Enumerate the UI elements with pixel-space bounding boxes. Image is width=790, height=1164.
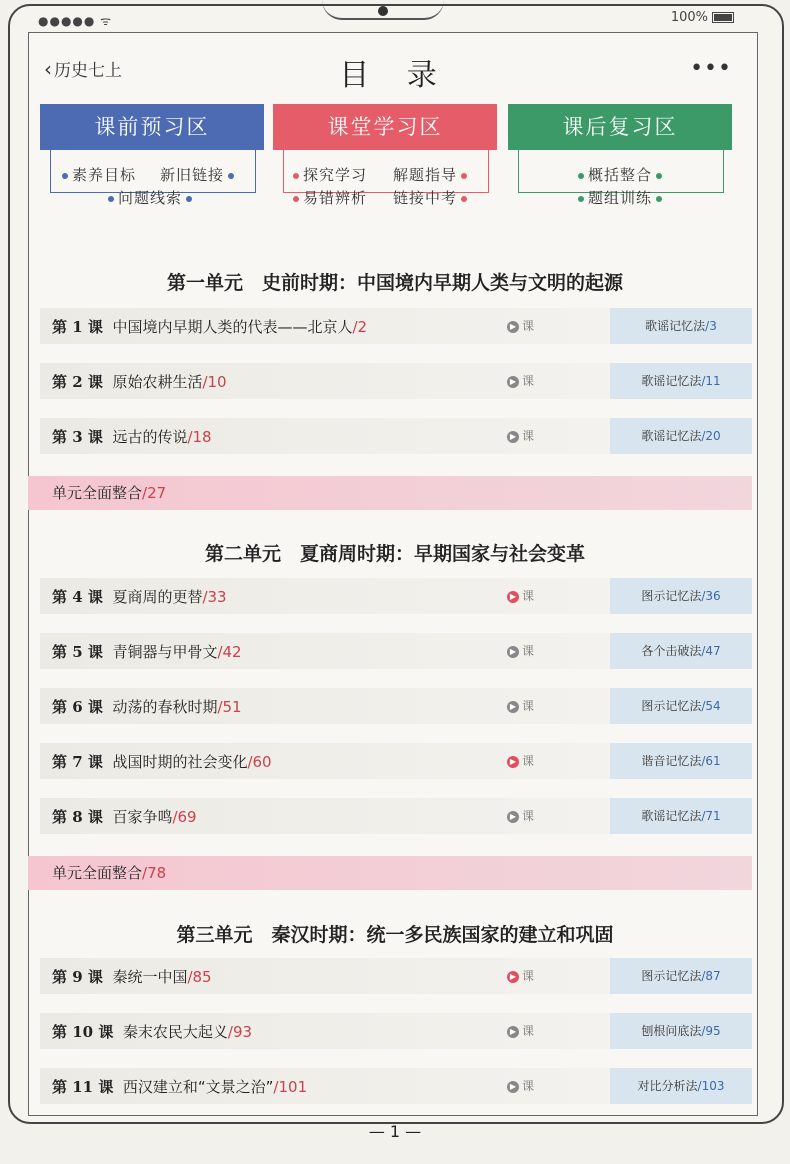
bullet-icon	[62, 173, 68, 179]
zone-classroom-item: 易错辨析	[289, 187, 367, 208]
video-lesson-button[interactable]: ▶ 课	[507, 1022, 534, 1039]
unit-title: 第一单元 史前时期：中国境内早期人类与文明的起源	[166, 272, 623, 294]
memory-method: 刨根问底法/95	[610, 1013, 752, 1049]
lesson-title: 第 9 课 秦统一中国/85	[52, 968, 212, 986]
video-lesson-button[interactable]: ▶ 课	[507, 752, 534, 769]
lesson-title: 第 7 课 战国时期的社会变化/60	[52, 753, 272, 771]
play-icon: ▶	[507, 591, 519, 603]
zone-review: 课后复习区	[508, 104, 732, 150]
zone-review-item: 概括整合	[574, 164, 666, 185]
lesson-row[interactable]	[40, 308, 752, 344]
lesson-row[interactable]	[40, 743, 752, 779]
lesson-row[interactable]	[40, 418, 752, 454]
unit-summary-link[interactable]: 单元全面整合/78	[28, 856, 752, 890]
signal-icon: ●●●●● ᯤ	[38, 14, 113, 28]
video-lesson-button[interactable]: ▶ 课	[507, 1077, 534, 1094]
memory-method: 歌谣记忆法/3	[610, 308, 752, 344]
video-lesson-button[interactable]: ▶ 课	[507, 807, 534, 824]
memory-method: 图示记忆法/87	[610, 958, 752, 994]
memory-method: 各个击破法/47	[610, 633, 752, 669]
play-icon: ▶	[507, 1081, 519, 1093]
lesson-row[interactable]	[40, 688, 752, 724]
play-icon: ▶	[507, 701, 519, 713]
bullet-icon	[656, 196, 662, 202]
lesson-title: 第 2 课 原始农耕生活/10	[52, 373, 227, 391]
video-lesson-button[interactable]: ▶ 课	[507, 642, 534, 659]
bullet-icon	[186, 196, 192, 202]
lesson-row[interactable]	[40, 1013, 752, 1049]
zone-classroom-item: 链接中考	[393, 187, 471, 208]
zone-classroom-item: 探究学习	[289, 164, 367, 185]
lesson-row[interactable]	[40, 578, 752, 614]
page-number: — 1 —	[368, 1122, 422, 1141]
video-lesson-button[interactable]: ▶ 课	[507, 317, 534, 334]
zone-classroom-item: 解题指导	[393, 164, 471, 185]
zone-classroom: 课堂学习区	[273, 104, 497, 150]
bullet-icon	[578, 173, 584, 179]
unit-title: 第二单元 夏商周时期：早期国家与社会变革	[204, 543, 585, 565]
lesson-row[interactable]	[40, 1068, 752, 1104]
camera-icon	[378, 6, 388, 16]
more-menu-icon[interactable]: •••	[690, 56, 732, 81]
video-lesson-button[interactable]: ▶ 课	[507, 587, 534, 604]
battery-icon	[712, 12, 734, 23]
zone-preview-item: 新旧链接	[160, 164, 238, 185]
lesson-title: 第 4 课 夏商周的更替/33	[52, 588, 227, 606]
lesson-title: 第 1 课 中国境内早期人类的代表——北京人/2	[52, 318, 368, 336]
battery-indicator	[671, 10, 734, 25]
video-lesson-button[interactable]: ▶ 课	[507, 967, 534, 984]
memory-method: 对比分析法/103	[610, 1068, 752, 1104]
memory-method: 歌谣记忆法/71	[610, 798, 752, 834]
play-icon: ▶	[507, 376, 519, 388]
bullet-icon	[228, 173, 234, 179]
bullet-icon	[293, 173, 299, 179]
lesson-title: 第 5 课 青铜器与甲骨文/42	[52, 643, 242, 661]
lesson-title: 第 11 课 西汉建立和“文景之治”/101	[52, 1078, 308, 1096]
memory-method: 歌谣记忆法/20	[610, 418, 752, 454]
play-icon: ▶	[507, 811, 519, 823]
battery-level: 100%	[670, 10, 708, 25]
lesson-title: 第 8 课 百家争鸣/69	[52, 808, 197, 826]
lesson-row[interactable]	[40, 363, 752, 399]
lesson-row[interactable]	[40, 633, 752, 669]
bullet-icon	[578, 196, 584, 202]
bullet-icon	[461, 196, 467, 202]
bullet-icon	[293, 196, 299, 202]
zone-preview-item: 问题线索	[104, 187, 196, 208]
lesson-row[interactable]	[40, 958, 752, 994]
lesson-title: 第 3 课 远古的传说/18	[52, 428, 212, 446]
unit-summary-link[interactable]: 单元全面整合/27	[28, 476, 752, 510]
memory-method: 谐音记忆法/61	[610, 743, 752, 779]
bullet-icon	[108, 196, 114, 202]
memory-method: 图示记忆法/54	[610, 688, 752, 724]
page-title: 目 录	[339, 58, 451, 93]
lesson-title: 第 6 课 动荡的春秋时期/51	[52, 698, 242, 716]
zone-preview-item: 素养目标	[58, 164, 136, 185]
video-lesson-button[interactable]: ▶ 课	[507, 427, 534, 444]
play-icon: ▶	[507, 321, 519, 333]
zone-review-item: 题组训练	[574, 187, 666, 208]
play-icon: ▶	[507, 756, 519, 768]
play-icon: ▶	[507, 971, 519, 983]
bullet-icon	[656, 173, 662, 179]
memory-method: 图示记忆法/36	[610, 578, 752, 614]
unit-title: 第三单元 秦汉时期：统一多民族国家的建立和巩固	[176, 924, 614, 946]
play-icon: ▶	[507, 646, 519, 658]
back-label: 历史七上	[54, 61, 122, 81]
lesson-title: 第 10 课 秦末农民大起义/93	[52, 1023, 253, 1041]
video-lesson-button[interactable]: ▶ 课	[507, 697, 534, 714]
play-icon: ▶	[507, 431, 519, 443]
zone-preview: 课前预习区	[40, 104, 264, 150]
bullet-icon	[461, 173, 467, 179]
video-lesson-button[interactable]: ▶ 课	[507, 372, 534, 389]
play-icon: ▶	[507, 1026, 519, 1038]
lesson-row[interactable]	[40, 798, 752, 834]
chevron-left-icon: ‹	[44, 57, 52, 81]
memory-method: 歌谣记忆法/11	[610, 363, 752, 399]
